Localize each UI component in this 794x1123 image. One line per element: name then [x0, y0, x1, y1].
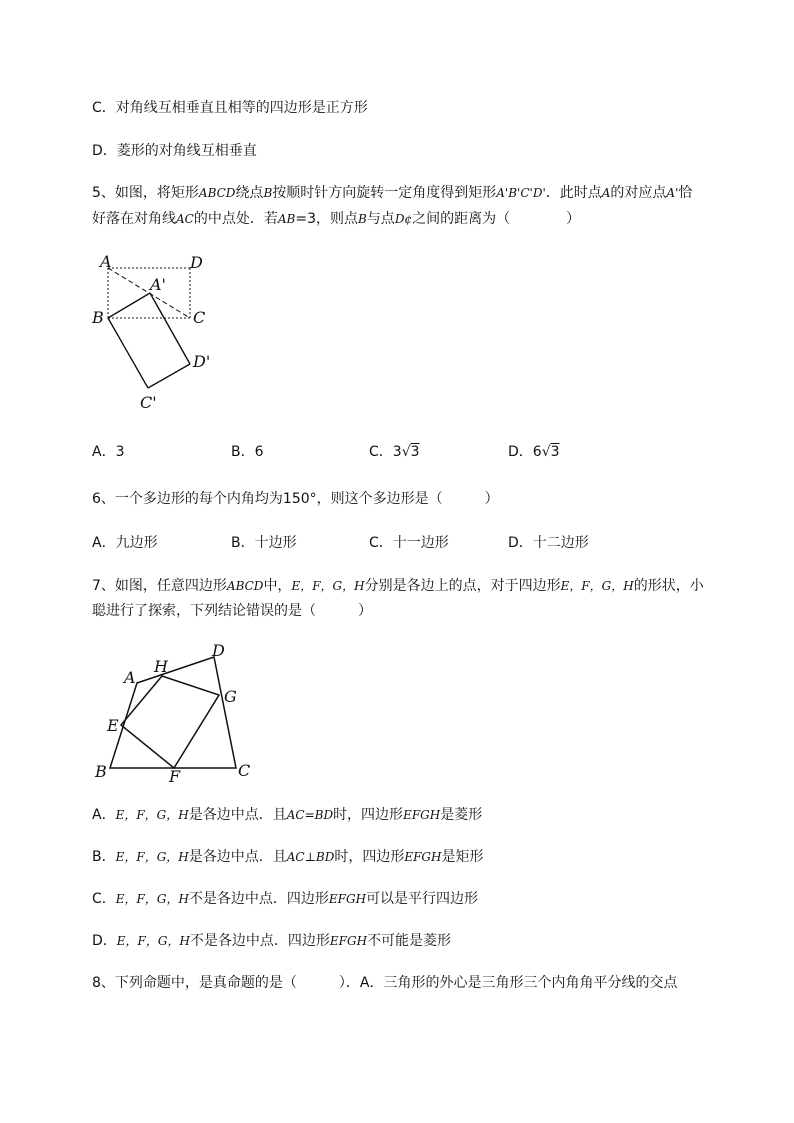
q6-option-c: C．十一边形	[369, 535, 449, 551]
q6-option-d: D．十二边形	[508, 535, 589, 551]
q7-label-d: D	[212, 641, 225, 660]
q5-label-c-prime: C'	[140, 393, 157, 412]
q5-label-c: C	[193, 308, 206, 327]
q6-option-a: A．九边形	[92, 535, 158, 551]
q5-label-a: A	[100, 252, 112, 271]
q7-label-a: A	[124, 668, 136, 687]
q7-option-c: C．E，F，G，H不是各边中点．四边形EFGH可以是平行四边形	[92, 891, 479, 907]
q5-option-a: A．3	[92, 444, 125, 460]
q7-option-d: D．E，F，G，H不是各边中点．四边形EFGH不可能是菱形	[92, 933, 452, 949]
q5-figure	[86, 250, 226, 420]
q7-stem-line1: 7、如图，任意四边形ABCD中，E，F，G，H分别是各边上的点，对于四边形E，F，G，H的形状，小	[92, 578, 704, 594]
q7-label-b: B	[95, 762, 107, 781]
q7-figure	[90, 640, 260, 785]
q6-option-b: B．十边形	[231, 535, 297, 551]
q7-stem-line2: 聪进行了探索，下列结论错误的是（ ）	[92, 603, 372, 619]
q7-option-a: A．E，F，G，H是各边中点．且AC=BD时，四边形EFGH是菱形	[92, 807, 483, 823]
q7-label-h: H	[154, 657, 168, 676]
q5-label-d: D	[190, 253, 203, 272]
q5-option-d: D．6√3	[508, 444, 560, 460]
q5-label-d-prime: D'	[193, 352, 211, 371]
q7-label-g: G	[224, 687, 237, 706]
q5-stem-line1: 5、如图，将矩形ABCD绕点B按顺时针方向旋转一定角度得到矩形A'B'C'D'．此时点A的对应点A'恰	[92, 185, 693, 201]
q7-option-b: B．E，F，G，H是各边中点．且AC⊥BD时，四边形EFGH是矩形	[92, 849, 484, 865]
radical-sign: √	[541, 444, 551, 460]
q4-option-d: D．菱形的对角线互相垂直	[92, 143, 257, 159]
radical-sign: √	[401, 444, 411, 460]
q7-label-e: E	[107, 716, 119, 735]
q5-option-c: C．3√3	[369, 444, 420, 460]
q5-option-b: B．6	[231, 444, 264, 460]
q4-option-c: C．对角线互相垂直且相等的四边形是正方形	[92, 100, 368, 116]
q5-stem-line2: 好落在对角线AC的中点处．若AB=3，则点B与点D¢之间的距离为（ ）	[92, 211, 581, 227]
q5-label-b: B	[92, 308, 104, 327]
q7-label-c: C	[238, 761, 251, 780]
q6-stem: 6、一个多边形的每个内角均为150°，则这个多边形是（ ）	[92, 491, 499, 507]
q8-stem: 8、下列命题中，是真命题的是（ ）．A．三角形的外心是三角形三个内角角平分线的交点	[92, 975, 678, 991]
q7-label-f: F	[169, 767, 181, 785]
q5-label-a-prime: A'	[150, 275, 166, 294]
